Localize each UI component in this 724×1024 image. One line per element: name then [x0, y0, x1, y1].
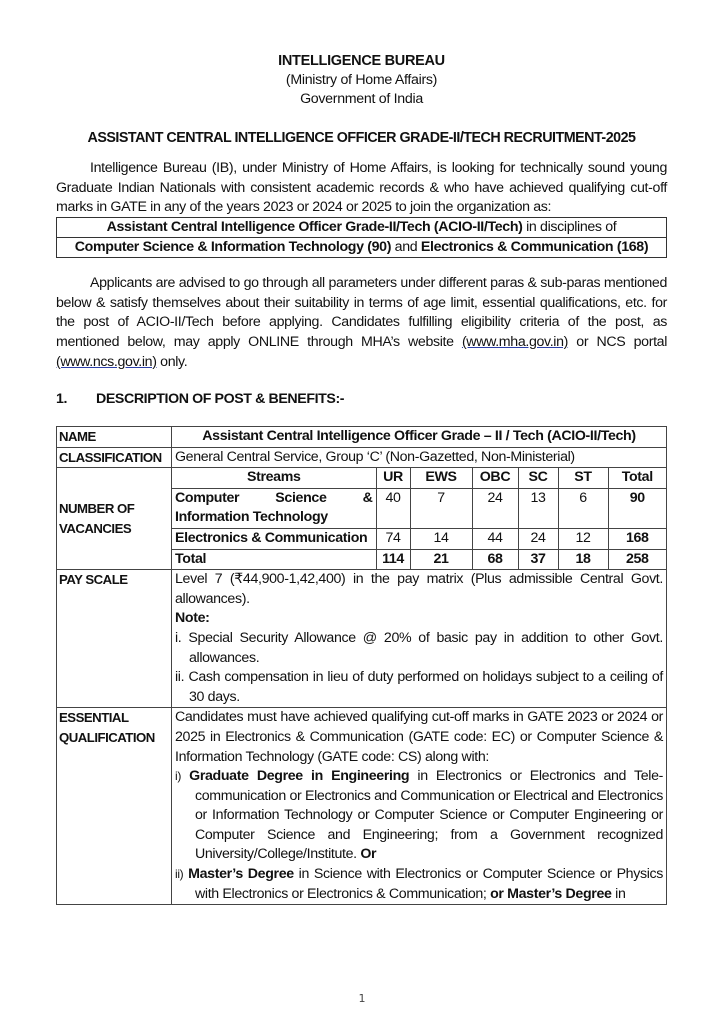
advisory-paragraph: Applicants are advised to go through all parameters under different paras & sub-paras mentioned below & satisfy themselves about their suitability in terms of age limit, essential qualifications, etc. for the post of ACIO-II/Tech before applying. Candidates fulfilling eligibility criteria of the post, as mentioned below, may apply ONLINE through MHA’s website (www.mha.gov.in) or NCS portal (www.ncs.gov.in) only. — [56, 275, 667, 370]
total-count: 21 — [410, 549, 472, 569]
total-count: 114 — [376, 549, 410, 569]
ministry-name: (Ministry of Home Affairs) — [285, 72, 438, 88]
pay-scale-text: Level 7 (₹44,900-1,42,400) in the pay matrix (Plus admissible Central Govt. allowances). — [175, 571, 663, 607]
government-name: Government of India — [300, 91, 423, 107]
total-count: 37 — [518, 549, 558, 569]
qualification-item: ii) Master’s Degree in Science with Electronics or Computer Science or Physics with Electronics or Electronics & Communication; or Master’s Degree in — [175, 866, 663, 902]
pay-note-label: Note: — [175, 610, 210, 627]
vacancy-count: 44 — [472, 528, 518, 549]
table-row — [172, 528, 666, 549]
col-header: Total — [608, 468, 666, 488]
qualification-intro: Candidates must have achieved qualifying cut-off marks in GATE 2023 or 2024 or 2025 in Electronics & Communication (GATE code: EC) or Computer Science & Information Technology (GATE code: CS) along with: — [175, 709, 663, 765]
col-header: Streams — [172, 468, 376, 488]
intro-paragraph: Intelligence Bureau (IB), under Ministry of Home Affairs, is looking for technically sound young Graduate Indian Nationals with consistent academic records & who have achieved qualifying cut-off marks in GATE in any of the years 2023 or 2024 or 2025 to join the organization as: — [56, 160, 667, 216]
vacancy-count: 6 — [558, 488, 608, 528]
pay-note-item: i. Special Security Allowance @ 20% of basic pay in addition to other Govt. allowances. — [175, 629, 663, 666]
page-number: 1 — [358, 992, 366, 1005]
stream-name: Electronics & Communication — [172, 528, 376, 549]
org-name: INTELLIGENCE BUREAU — [278, 53, 445, 69]
table-row-pay-scale — [57, 570, 667, 708]
vacancy-count: 14 — [410, 528, 472, 549]
section-heading: 1. DESCRIPTION OF POST & BENEFITS:- — [56, 391, 345, 407]
vacancies-table — [172, 468, 666, 569]
vacancies-label: NUMBER OF VACANCIES — [57, 468, 172, 570]
table-row-qualification — [57, 708, 667, 905]
pay-scale-value — [172, 570, 667, 708]
stream-name: Computer Science & Information Technology — [172, 488, 376, 528]
ncs-portal-link[interactable]: (www.ncs.gov.in) — [56, 353, 157, 370]
post-highlight-line-2: Computer Science & Information Technology (90) and Electronics & Communication (168) — [57, 237, 666, 257]
name-value: Assistant Central Intelligence Officer Grade – II / Tech (ACIO-II/Tech) — [172, 427, 667, 448]
vacancy-count: 74 — [376, 528, 410, 549]
post-highlight-box — [56, 217, 667, 258]
total-label: Total — [172, 549, 376, 569]
col-header: UR — [376, 468, 410, 488]
vacancy-count: 7 — [410, 488, 472, 528]
name-label: NAME — [57, 427, 172, 448]
pay-note-item: ii. Cash compensation in lieu of duty performed on holidays subject to a ceiling of 30 days. — [175, 669, 663, 705]
table-row — [172, 488, 666, 528]
mha-website-link[interactable]: (www.mha.gov.in) — [461, 334, 569, 351]
total-count: 18 — [558, 549, 608, 569]
total-count: 68 — [472, 549, 518, 569]
qualification-value — [172, 708, 667, 905]
vacancies-header-row — [172, 468, 666, 488]
qualification-label: ESSENTIAL QUALIFICATION — [57, 708, 172, 905]
post-description-table — [56, 426, 667, 905]
col-header: EWS — [410, 468, 472, 488]
col-header: SC — [518, 468, 558, 488]
pay-scale-label: PAY SCALE — [57, 570, 172, 708]
vacancy-count: 13 — [518, 488, 558, 528]
vacancy-count: 24 — [518, 528, 558, 549]
grand-total: 258 — [608, 549, 666, 569]
classification-label: CLASSIFICATION — [57, 447, 172, 468]
vacancy-count: 12 — [558, 528, 608, 549]
recruitment-title: ASSISTANT CENTRAL INTELLIGENCE OFFICER GRADE-II/TECH RECRUITMENT-2025 — [87, 130, 636, 146]
table-row-classification — [57, 447, 667, 468]
qualification-item: i) Graduate Degree in Engineering in Electronics or Electronics and Tele-communication or Electronics and Communication or Electrical and Electronics or Information Technology or Computer Science or Computer Engineering or Computer Science and Engineering; from a Government recognized University/College/Institute. Or — [175, 768, 664, 863]
vacancy-total: 90 — [608, 488, 666, 528]
vacancy-total: 168 — [608, 528, 666, 549]
vacancies-total-row — [172, 549, 666, 569]
col-header: OBC — [472, 468, 518, 488]
table-row-name — [57, 427, 667, 448]
classification-value: General Central Service, Group ‘C’ (Non-Gazetted, Non-Ministerial) — [172, 447, 667, 468]
vacancy-count: 24 — [472, 488, 518, 528]
col-header: ST — [558, 468, 608, 488]
post-highlight-line-1: Assistant Central Intelligence Officer Grade-II/Tech (ACIO-II/Tech) in disciplines of — [106, 219, 617, 235]
vacancy-count: 40 — [376, 488, 410, 528]
table-row-vacancies — [57, 468, 667, 570]
